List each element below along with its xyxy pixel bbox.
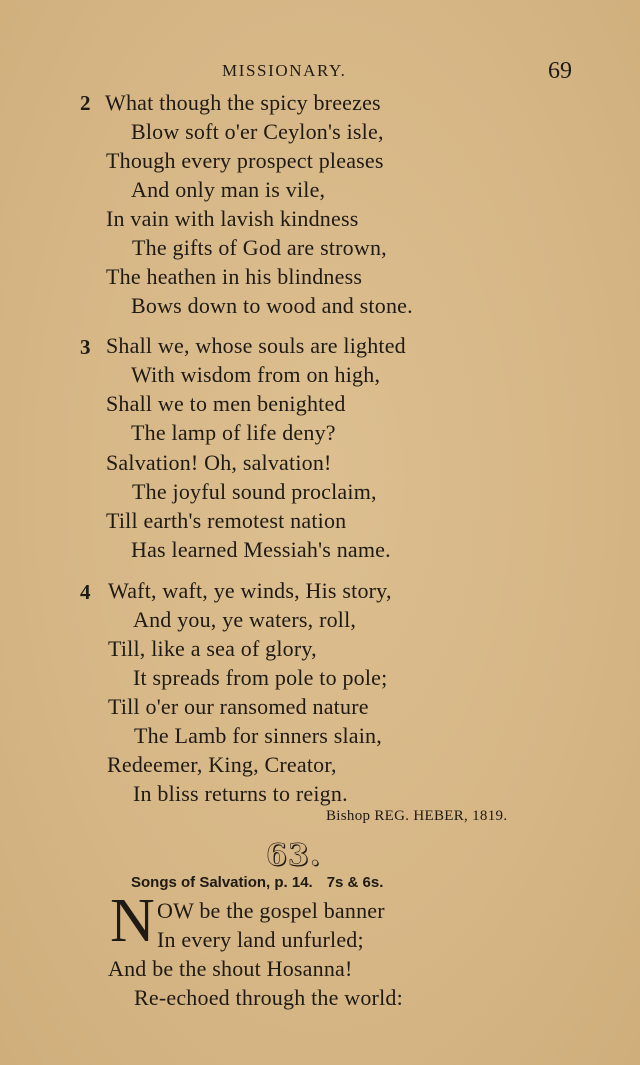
hymn-number: 63. [266, 838, 322, 873]
meter: 7s & 6s. [326, 874, 384, 891]
page-header [0, 58, 640, 88]
verse-line: Blow soft o'er Ceylon's isle, [131, 119, 384, 144]
verse-line: Shall we to men benighted [106, 391, 346, 416]
verse-line: And only man is vile, [131, 177, 326, 202]
verse-line: In every land unfurled; [157, 927, 364, 952]
tune-reference [131, 874, 383, 891]
tune-source: Songs of Salvation, p. 14. [131, 874, 313, 891]
verse-line: In bliss returns to reign. [133, 781, 348, 806]
page-number: 69 [548, 58, 572, 84]
verse-line: The gifts of God are strown, [132, 235, 387, 260]
verse-line: The Lamb for sinners slain, [134, 723, 382, 748]
verse-line: Shall we, whose souls are lighted [106, 333, 406, 358]
verse-line: And be the shout Hosanna! [108, 956, 353, 981]
running-head: MISSIONARY. [222, 61, 347, 80]
verse-line: With wisdom from on high, [131, 362, 381, 387]
verse-line: In vain with lavish kindness [106, 206, 359, 231]
verse-line: Redeemer, King, Creator, [107, 752, 337, 777]
verse-line: The joyful sound proclaim, [132, 479, 377, 504]
verse-line: Waft, waft, ye winds, His story, [108, 578, 392, 603]
verse-line: Re-echoed through the world: [134, 985, 403, 1010]
verse-line: Till earth's remotest nation [106, 508, 347, 533]
verse-line: Has learned Messiah's name. [131, 537, 391, 562]
verse-line: OW be the gospel banner [157, 898, 385, 923]
verse-line: It spreads from pole to pole; [133, 665, 388, 690]
verse-line: And you, ye waters, roll, [133, 607, 357, 632]
verse-line: Though every prospect pleases [106, 148, 384, 173]
verse-number: 3 [80, 335, 91, 359]
author-attribution: Bishop REG. HEBER, 1819. [326, 808, 508, 824]
verse-number: 2 [80, 91, 91, 115]
verse-line: Bows down to wood and stone. [131, 293, 413, 318]
verse-line: What though the spicy breezes [105, 90, 381, 115]
verse-line: The heathen in his blindness [106, 264, 363, 289]
verse-line: Till o'er our ransomed nature [108, 694, 369, 719]
verse-line: Salvation! Oh, salvation! [106, 450, 332, 475]
verse-line: Till, like a sea of glory, [108, 636, 317, 661]
drop-cap: N [110, 887, 155, 955]
verse-number: 4 [80, 580, 91, 604]
verse-line: The lamp of life deny? [131, 420, 336, 445]
